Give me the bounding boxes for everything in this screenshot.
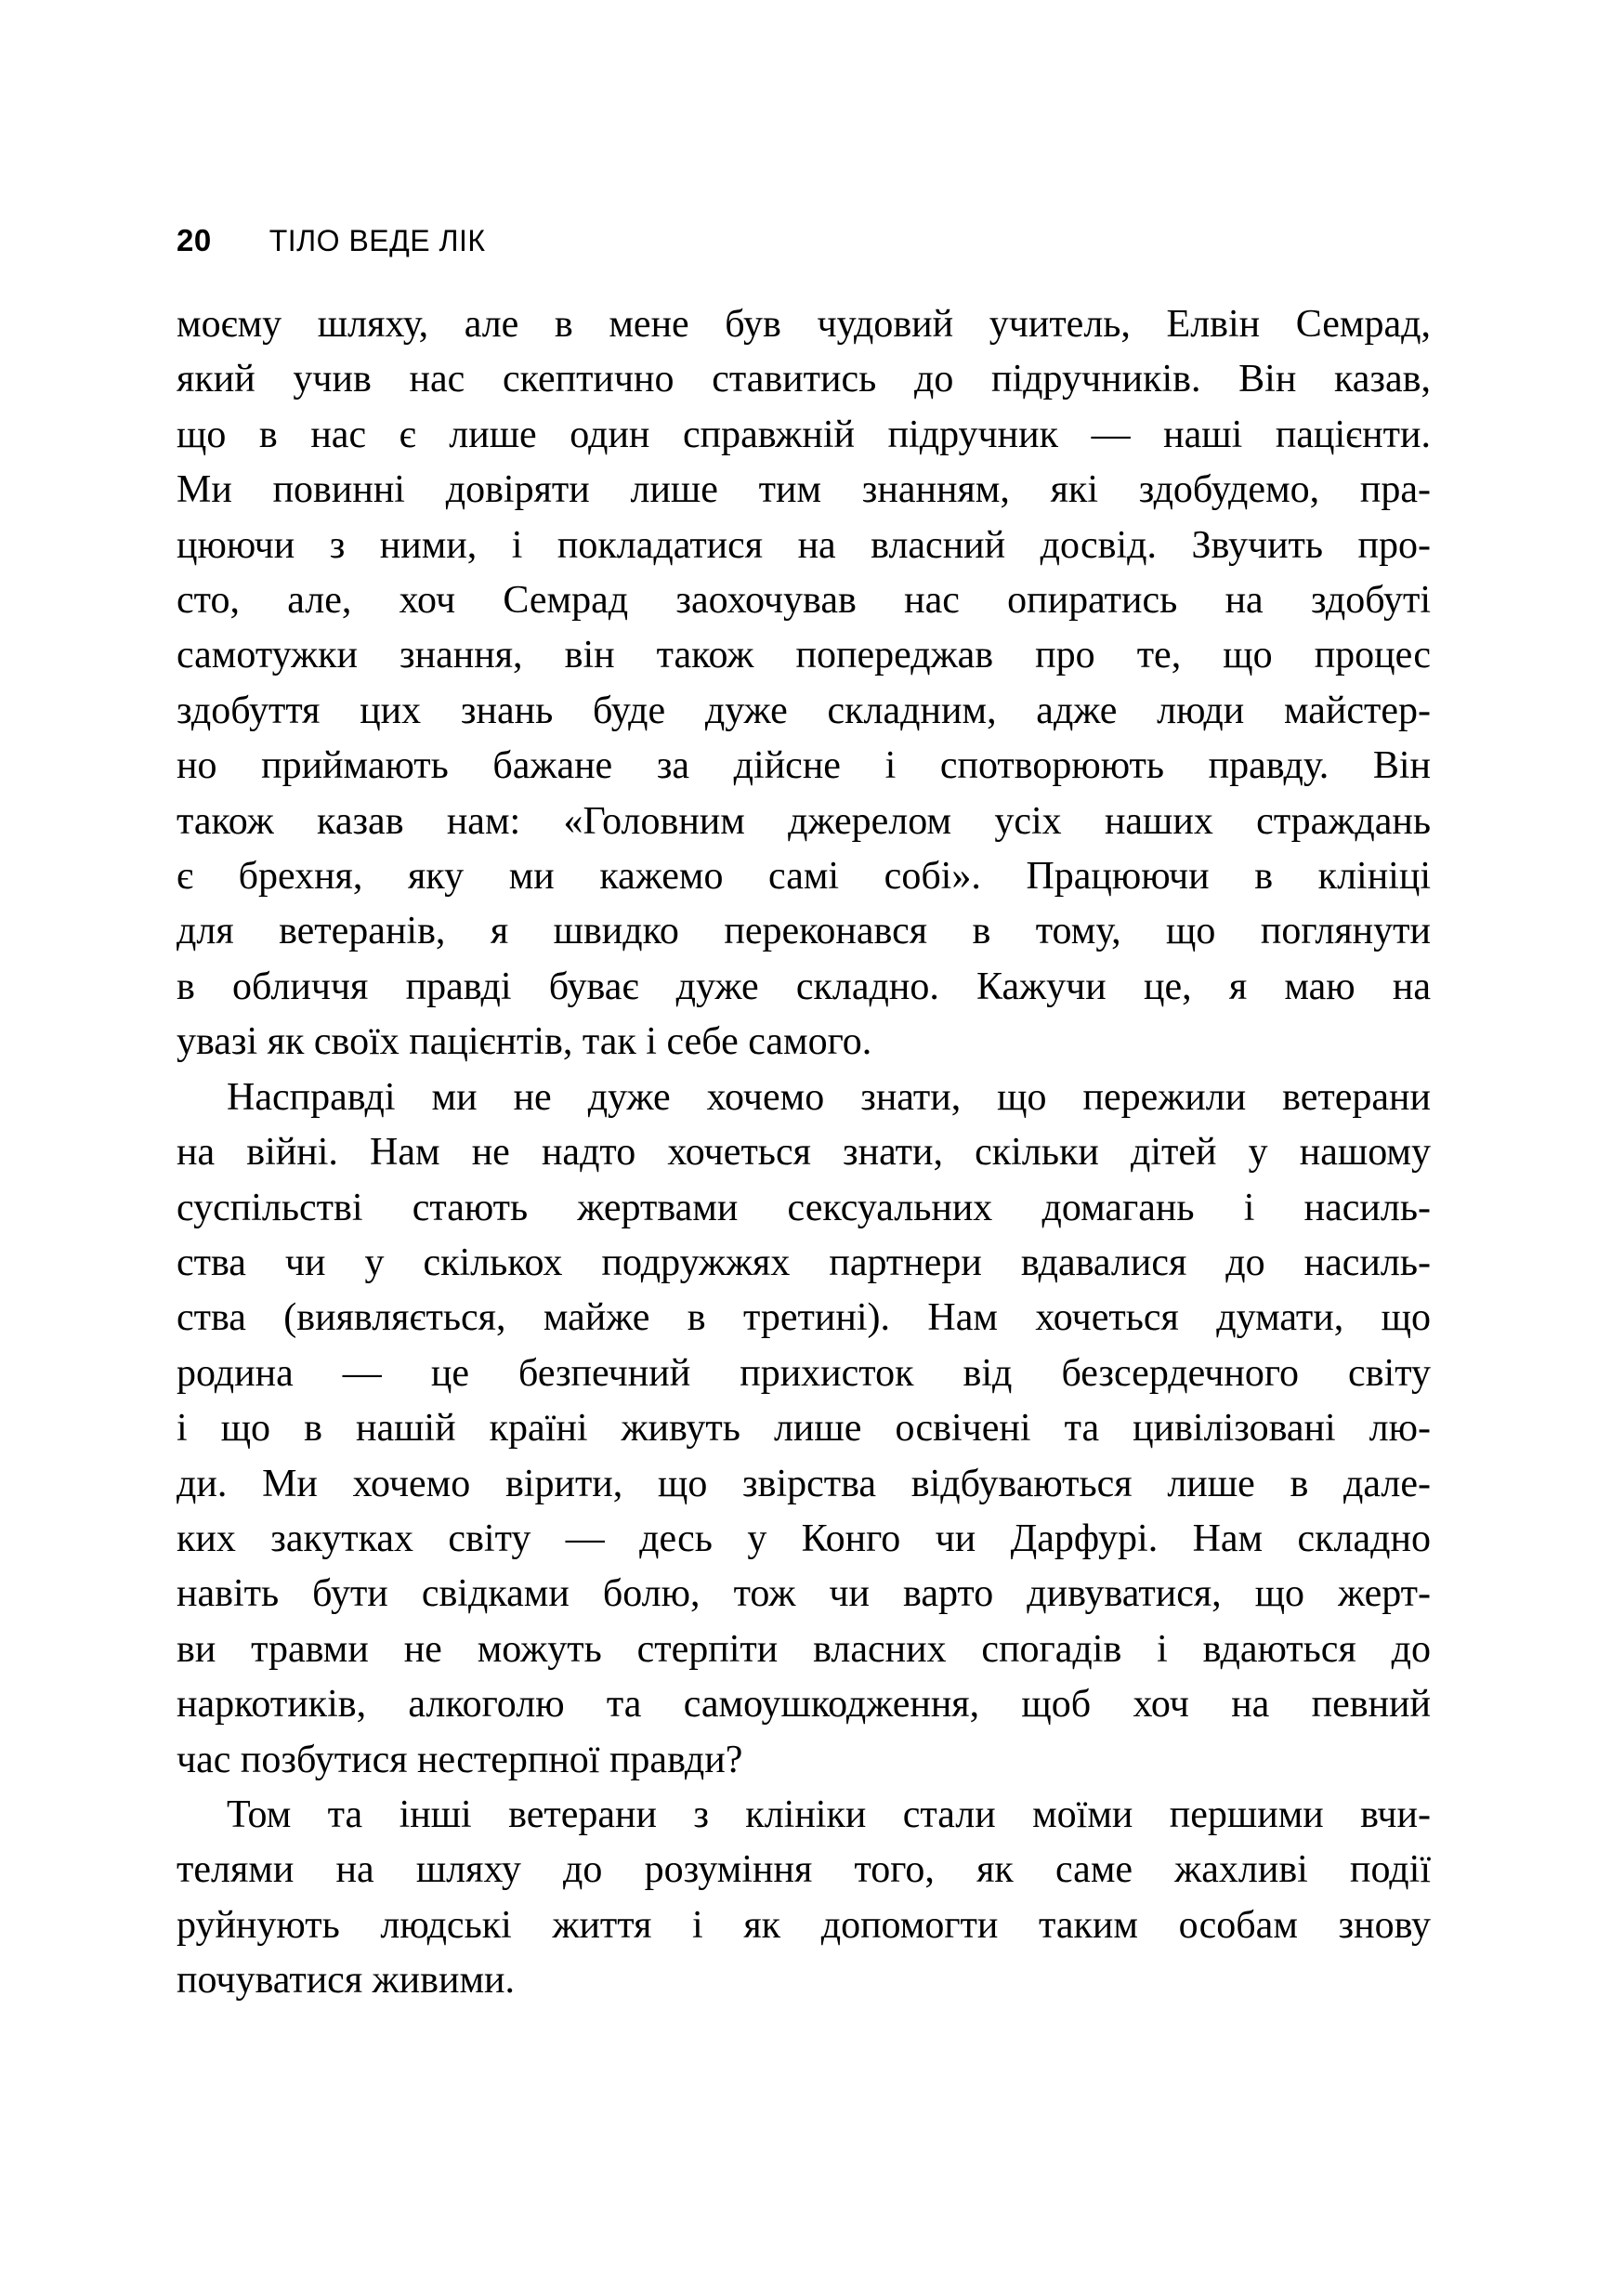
- paragraph-3: [177, 1788, 1431, 2009]
- text-line: Ми повинні довіряти лише тим знанням, які здобудемо, пра-: [177, 468, 1431, 512]
- text-line: є брехня, яку ми кажемо самі собі». Працюючи в клініці: [177, 855, 1431, 899]
- text-line: Том та інші ветерани з клініки стали моїми першими вчи-: [227, 1793, 1431, 1836]
- text-line: здобуття цих знань буде дуже складним, адже люди майстер-: [177, 689, 1431, 732]
- running-title: ТІЛО ВЕДЕ ЛІК: [268, 224, 486, 257]
- text-line: увазі як своїх пацієнтів, так і себе самого.: [177, 1020, 872, 1064]
- text-line: сто, але, хоч Семрад заохочував нас опиратись на здобуті: [177, 579, 1431, 623]
- text-line: навіть бути свідками болю, тож чи варто дивуватися, що жерт-: [177, 1572, 1431, 1616]
- text-line: родина — це безпечний прихисток від безсердечного світу: [177, 1351, 1431, 1395]
- text-line: суспільстві стають жертвами сексуальних домагань і насиль-: [177, 1186, 1431, 1229]
- text-line: Насправді ми не дуже хочемо знати, що пережили ветерани: [227, 1075, 1431, 1119]
- text-line: ких закутках світу — десь у Конго чи Дарфурі. Нам складно: [177, 1517, 1431, 1560]
- text-line: для ветеранів, я швидко переконався в тому, що поглянути: [177, 910, 1431, 953]
- text-line: час позбутися нестерпної правди?: [177, 1738, 743, 1781]
- paragraph-1: [177, 297, 1431, 1070]
- text-line: який учив нас скептично ставитись до підручників. Він казав,: [177, 358, 1431, 401]
- text-line: що в нас є лише один справжній підручник — наші пацієнти.: [177, 413, 1431, 456]
- text-line: ди. Ми хочемо вірити, що звірства відбуваються лише в дале-: [177, 1462, 1431, 1505]
- text-line: ства чи у скількох подружжях партнери вдавалися до насиль-: [177, 1241, 1431, 1284]
- text-line: і що в нашій країні живуть лише освічені та цивілізовані лю-: [177, 1407, 1431, 1451]
- text-block: [177, 297, 1431, 2009]
- paragraph-2: [177, 1070, 1431, 1788]
- text-line: но приймають бажане за дійсне і спотворюють правду. Він: [177, 744, 1431, 788]
- text-line: ства (виявляється, майже в третині). Нам хочеться думати, що: [177, 1296, 1431, 1340]
- text-line: також казав нам: «Головним джерелом усіх наших страждань: [177, 799, 1431, 843]
- text-line: моєму шляху, але в мене був чудовий учитель, Елвін Семрад,: [177, 303, 1431, 346]
- text-line: наркотиків, алкоголю та самоушкодження, щоб хоч на певний: [177, 1683, 1431, 1727]
- text-line: на війні. Нам не надто хочеться знати, скільки дітей у нашому: [177, 1131, 1431, 1175]
- page-number: 20: [177, 223, 212, 257]
- text-line: ви травми не можуть стерпіти власних спогадів і вдаються до: [177, 1627, 1431, 1671]
- text-line: почуватися живими.: [177, 1959, 515, 2003]
- text-line: самотужки знання, він також попереджав про те, що процес: [177, 634, 1431, 677]
- text-line: в обличчя правді буває дуже складно. Кажучи це, я маю на: [177, 965, 1431, 1008]
- text-line: цюючи з ними, і покладатися на власний досвід. Звучить про-: [177, 523, 1431, 567]
- text-line: руйнують людські життя і як допомогти таким особам знову: [177, 1903, 1431, 1947]
- text-line: телями на шляху до розуміння того, як саме жахливі події: [177, 1848, 1431, 1892]
- running-header: [177, 223, 1431, 258]
